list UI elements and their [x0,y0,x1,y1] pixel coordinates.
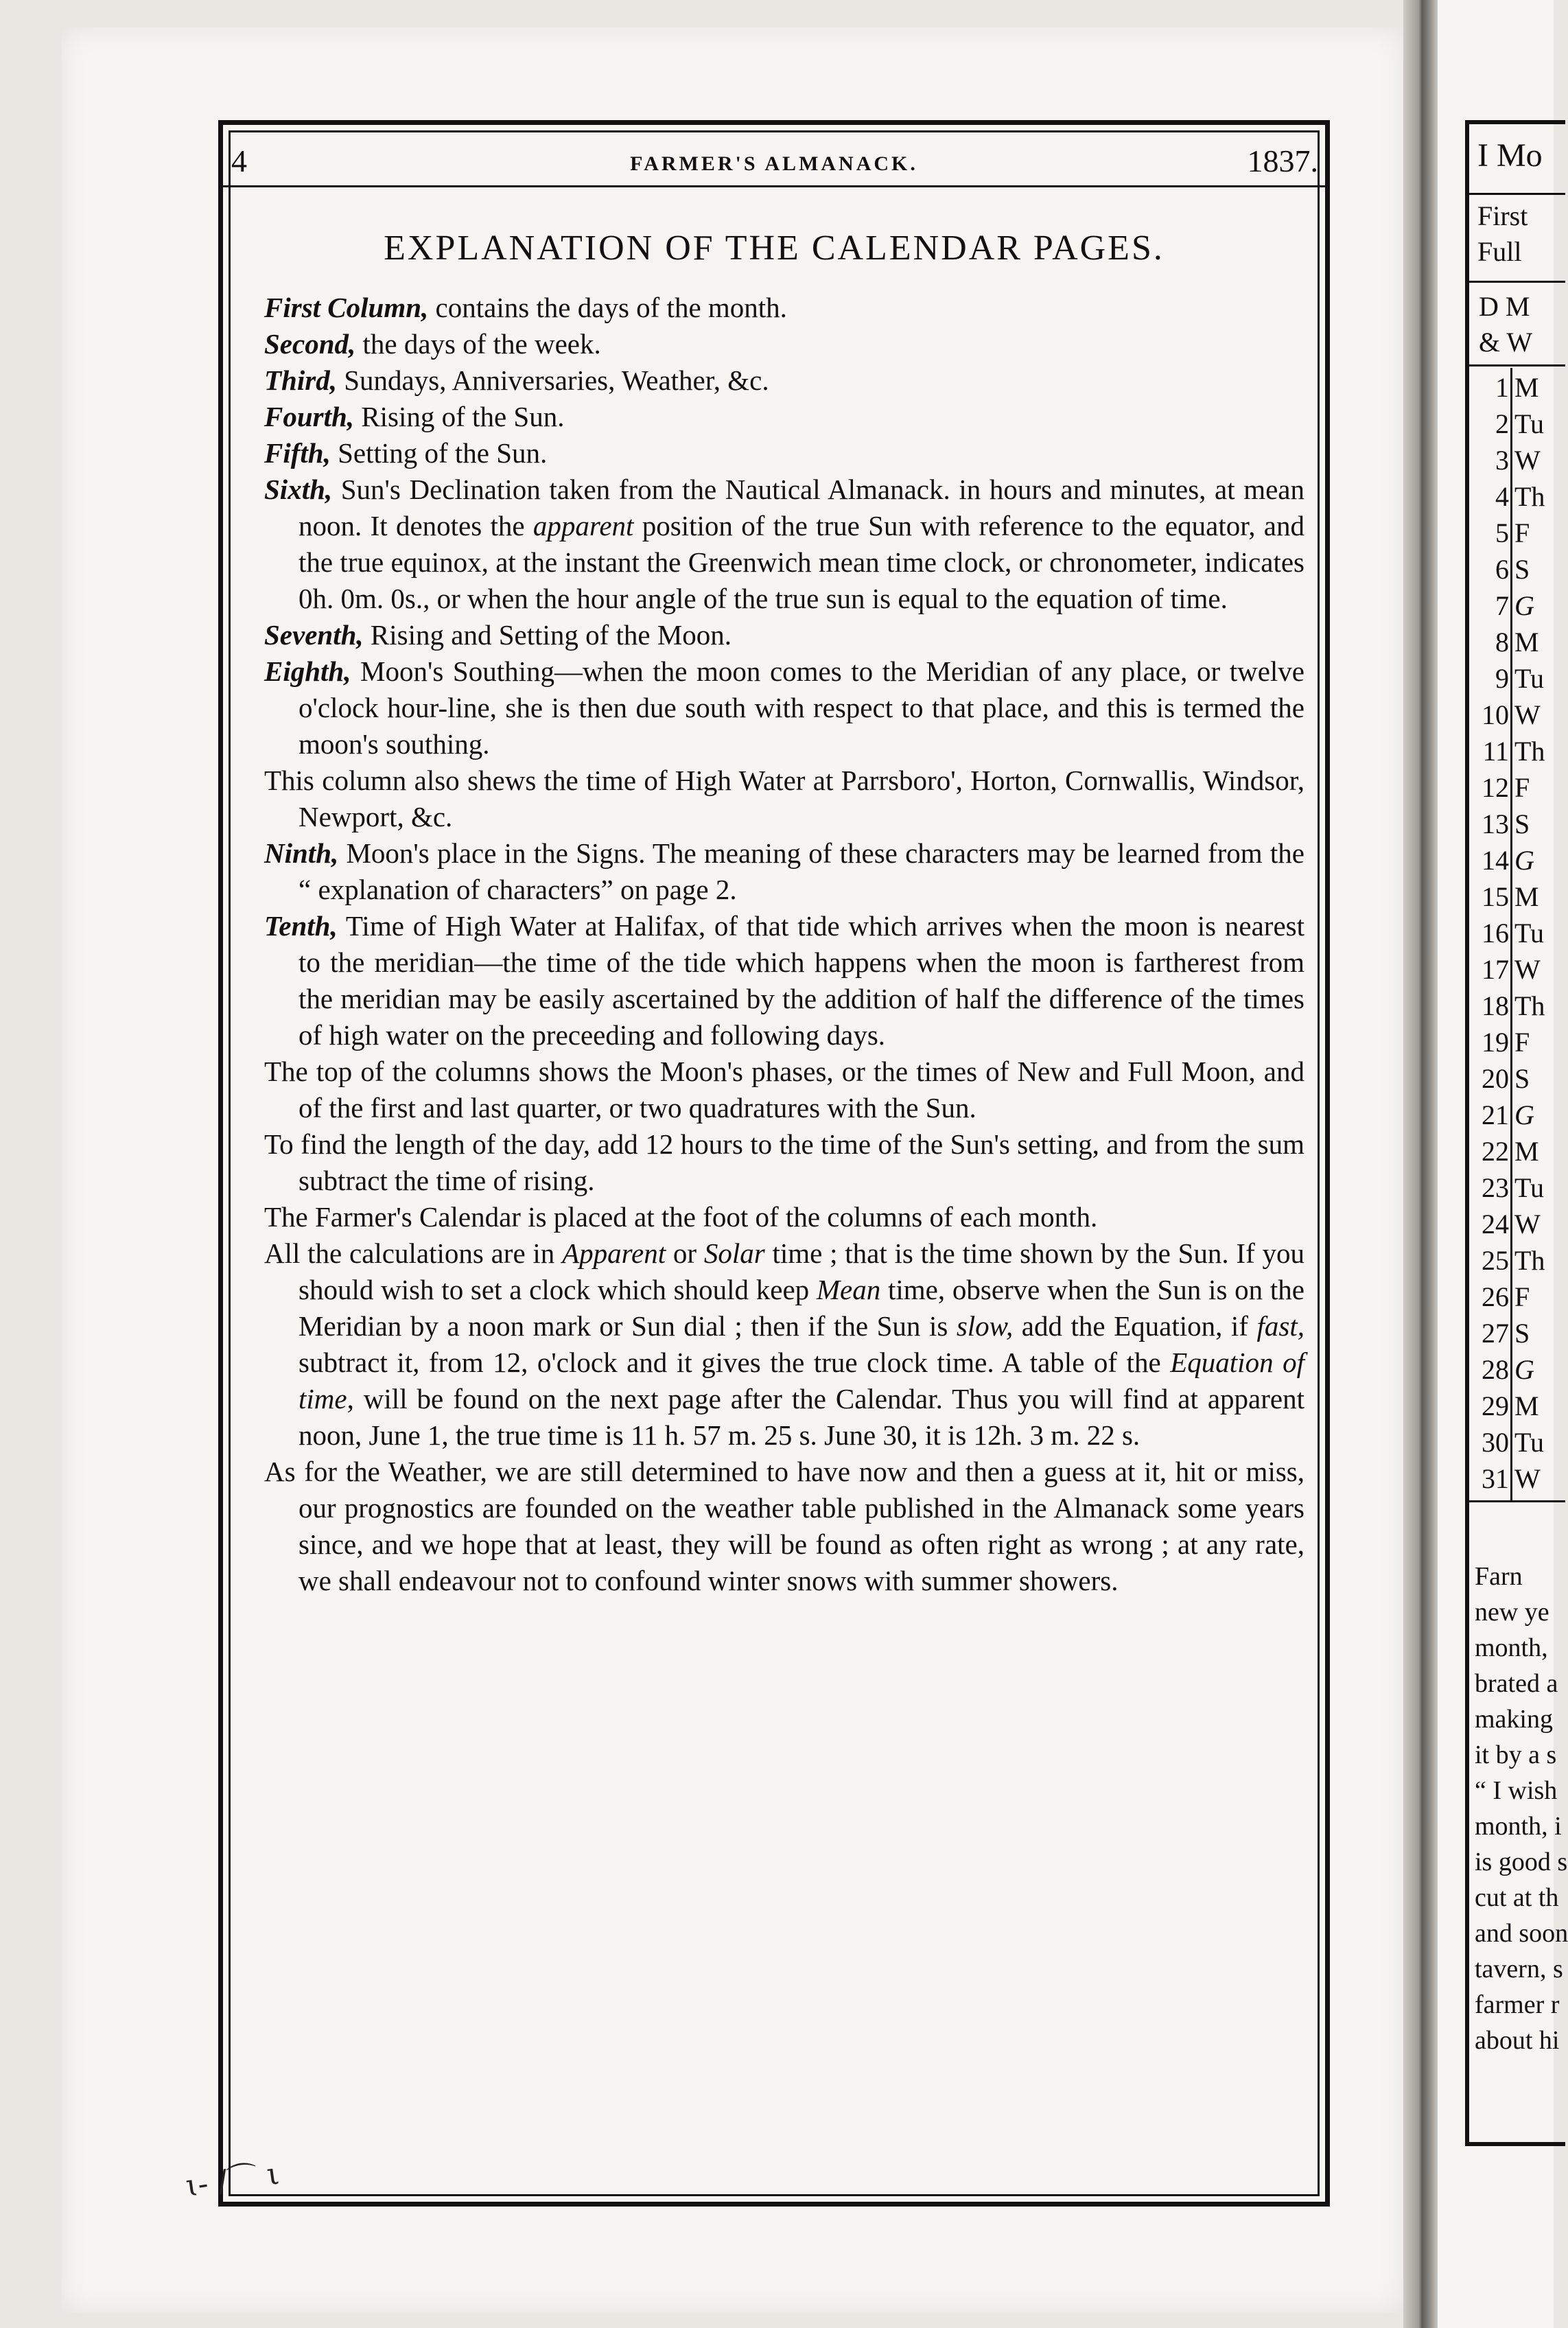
calendar-day-row [1469,1059,1565,1095]
explanation-entry [264,362,1304,399]
entry-text: Rising of the Sun. [354,401,565,432]
day-of-week: Tu [1514,408,1545,439]
day-of-week: Th [1514,481,1545,512]
day-of-week: S [1514,1318,1530,1349]
day-of-month: 4 [1495,481,1509,512]
day-of-week: Th [1514,990,1545,1021]
day-of-month: 26 [1482,1281,1509,1312]
book-gutter [1403,0,1438,2328]
entry-text: the days of the week. [355,328,601,360]
explanation-entry [264,1054,1304,1126]
calendar-day-row [1469,877,1565,913]
header-rule [223,185,1325,187]
calendar-day-row [1469,1459,1565,1495]
day-of-month: 20 [1482,1063,1509,1094]
entry-label: Ninth, [264,837,339,869]
day-of-month: 21 [1482,1099,1509,1130]
explanation-entry [264,326,1304,362]
day-of-week: S [1514,1063,1530,1094]
entry-text: The top of the columns shows the Moon's phases, or the times of New and Full Moon, and of the first and last quarter, or two quadratures with the Sun. [264,1056,1304,1124]
entry-label: Fifth, [264,437,331,469]
calendar-day-row [1469,1350,1565,1386]
day-of-week: M [1514,627,1539,657]
calendar-day-row [1469,1277,1565,1314]
calendar-text-line: cut at th [1475,1883,1559,1912]
farmers-calendar-text [1475,1559,1568,2058]
facing-rule [1469,193,1565,195]
calendar-text-line: farmer r [1475,1990,1560,2019]
calendar-day-row [1469,404,1565,441]
calendar-day-row [1469,1386,1565,1423]
facing-page [1438,0,1568,2328]
day-of-week: Tu [1514,1172,1545,1203]
calendar-day-row [1469,841,1565,877]
calendar-text-line: month, [1475,1633,1548,1662]
day-of-month: 30 [1482,1427,1509,1458]
calendar-day-row [1469,768,1565,804]
entry-italic-term: Solar [703,1237,765,1269]
entry-text: time ; that is the time shown by the Sun. If you should wish to set a clock which should keep [299,1237,1305,1305]
day-of-week: G [1514,1354,1534,1385]
entry-text: The Farmer's Calendar is placed at the foot of the columns of each month. [264,1201,1098,1233]
day-of-month: 22 [1482,1136,1509,1167]
explanation-entry [264,653,1304,763]
entry-italic-term: fast, [1256,1310,1304,1342]
entry-text: This column also shews the time of High Water at Parrsboro', Horton, Cornwallis, Windsor, Newport, &c. [264,765,1304,833]
entry-text: As for the Weather, we are still determined to have now and then a guess at it, hit or miss, our prognostics are founded on the weather table published in the Almanack some years since, and we hope that at least, they will be found as often right as wrong ; at any rate, we shall endeavour not to confound winter snows with summer showers. [264,1456,1304,1596]
day-of-week: W [1514,445,1541,476]
entry-text: add the Equation, if [1013,1310,1257,1342]
calendar-day-row [1469,695,1565,732]
day-of-month: 25 [1482,1245,1509,1276]
entry-text: Sundays, Anniversaries, Weather, &c. [336,364,769,396]
calendar-day-row [1469,622,1565,659]
entry-label: Second, [264,328,356,360]
calendar-text-line: about hi [1475,2026,1560,2055]
explanation-entry [264,472,1304,617]
explanation-entry [264,290,1304,326]
calendar-day-row [1469,586,1565,622]
entry-text: Sun's Declination taken from the Nautical Almanack. in hours and minutes, at mean noon. It denotes the [299,474,1304,542]
calendar-text-line: Farn [1475,1562,1523,1591]
day-of-week: G [1514,845,1534,876]
explanation-entry [264,1454,1304,1599]
day-of-week: F [1514,772,1530,803]
entry-label: First Column, [264,292,429,323]
calendar-day-row [1469,659,1565,695]
day-of-week: S [1514,808,1530,839]
day-of-week: G [1514,590,1534,621]
entry-label: Tenth, [264,910,338,942]
day-of-month: 24 [1482,1209,1509,1239]
entry-text: To find the length of the day, add 12 hours to the time of the Sun's setting, and from the sum subtract the time of rising. [264,1128,1304,1196]
day-of-month: 28 [1482,1354,1509,1385]
day-of-month: 14 [1482,845,1509,876]
entry-text: Moon's Southing—when the moon comes to the Meridian of any place, or twelve o'clock hour-line, she is then due south with respect to that place, and this is termed the moon's southing. [299,655,1304,760]
entry-italic-term: apparent [533,510,634,542]
explanation-entry [264,1235,1304,1454]
calendar-day-row [1469,913,1565,950]
day-of-week: W [1514,954,1541,985]
pencil-marginalia: ɩ- ∕⌒ ι [183,2156,281,2204]
moon-phase-line: First [1477,200,1528,231]
calendar-day-row [1469,477,1565,513]
explanation-entry [264,617,1304,653]
calendar-day-row [1469,1168,1565,1204]
calendar-day-row [1469,368,1565,404]
day-of-month: 3 [1495,445,1509,476]
day-of-week: Tu [1514,918,1545,948]
calendar-day-row [1469,804,1565,841]
calendar-day-row [1469,732,1565,768]
day-of-month: 23 [1482,1172,1509,1203]
entry-label: Sixth, [264,474,333,505]
day-of-month: 5 [1495,517,1509,548]
day-of-week: W [1514,1463,1541,1494]
day-of-week: Th [1514,736,1545,767]
facing-rule [1469,281,1565,283]
calendar-text-line: making [1475,1705,1553,1734]
day-of-week: G [1514,1099,1534,1130]
entry-italic-term: Equation of time [299,1347,1305,1415]
calendar-day-row [1469,1204,1565,1241]
calendar-text-line: and soon [1475,1919,1568,1948]
entry-text: Time of High Water at Halifax, of that tide which arrives when the moon is nearest to the meridian—the time of the tide which happens when the moon is fartherest from the meridian may be easily ascertained by the addition of half the difference of the times of high water on the preceeding and following days. [299,910,1304,1051]
calendar-day-list [1469,368,1565,1495]
day-of-month: 31 [1482,1463,1509,1494]
entry-label: Seventh, [264,619,364,651]
day-of-month: 12 [1482,772,1509,803]
day-of-month: 13 [1482,808,1509,839]
moon-phase-line: Full [1477,236,1522,267]
entry-text: Setting of the Sun. [330,437,548,469]
explanation-entry [264,835,1304,908]
day-of-week: Tu [1514,663,1545,694]
calendar-text-line: new ye [1475,1598,1549,1627]
day-of-week: F [1514,1027,1530,1058]
entry-italic-term: Mean [816,1274,881,1305]
day-of-week: F [1514,1281,1530,1312]
entry-text: time, observe when the Sun is on the Meridian by a noon mark or Sun dial ; then if the Sun is [299,1274,1304,1342]
day-of-month: 29 [1482,1390,1509,1421]
entry-text: All the calculations are in [264,1237,563,1269]
day-of-month: 6 [1495,554,1509,585]
running-head: FARMER'S ALMANACK. [630,152,918,175]
day-of-month: 15 [1482,881,1509,912]
day-of-week: W [1514,699,1541,730]
facing-page-heading: I Mo [1477,137,1543,174]
explanation-body [264,290,1304,1599]
day-of-month: 18 [1482,990,1509,1021]
day-of-week: Th [1514,1245,1545,1276]
facing-page-frame [1465,120,1568,2146]
calendar-day-row [1469,950,1565,986]
entry-label: Fourth, [264,401,355,432]
calendar-day-row [1469,1241,1565,1277]
calendar-day-row [1469,1423,1565,1459]
day-of-month: 7 [1495,590,1509,621]
explanation-entry [264,908,1304,1054]
day-of-week: Tu [1514,1427,1545,1458]
facing-rule [1469,1500,1565,1502]
page-title: EXPLANATION OF THE CALENDAR PAGES. [384,229,1165,268]
day-of-month: 19 [1482,1027,1509,1058]
entry-text: contains the days of the month. [428,292,787,323]
day-of-month: 9 [1495,663,1509,694]
day-of-month: 11 [1482,736,1509,767]
calendar-day-row [1469,550,1565,586]
day-of-week: S [1514,554,1530,585]
explanation-entry [264,763,1304,835]
calendar-day-row [1469,441,1565,477]
calendar-text-line: brated a [1475,1669,1558,1698]
calendar-day-row [1469,1023,1565,1059]
page-frame [218,120,1330,2207]
entry-text: subtract it, from 12, o'clock and it gives the true clock time. A table of the [299,1347,1171,1378]
day-of-week: M [1514,1136,1539,1167]
day-of-week: W [1514,1209,1541,1239]
entry-text: Rising and Setting of the Moon. [363,619,732,651]
day-of-month: 27 [1482,1318,1509,1349]
day-of-month: 17 [1482,954,1509,985]
calendar-text-line: it by a s [1475,1741,1557,1769]
calendar-day-row [1469,1132,1565,1168]
day-of-week: M [1514,881,1539,912]
facing-rule [1469,364,1565,366]
calendar-text-line: tavern, s [1475,1955,1563,1983]
explanation-entry [264,435,1304,472]
entry-label: Third, [264,364,337,396]
day-of-week: F [1514,517,1530,548]
day-of-month: 16 [1482,918,1509,948]
entry-text: , will be found on the next page after the Calendar. Thus you will find at apparent noon, June 1, the true time is 11 h. 57 m. 25 s. June 30, it is 12h. 3 m. 22 s. [299,1383,1304,1451]
entry-label: Eighth, [264,655,351,687]
entry-italic-term: Apparent [562,1237,666,1269]
calendar-column-heads [1479,289,1532,360]
day-of-month: 2 [1495,408,1509,439]
calendar-day-row [1469,513,1565,550]
column-head: D M [1479,291,1530,322]
entry-text: or [666,1237,704,1269]
entry-text: position of the true Sun with reference to the equator, and the true equinox, at the instant the Greenwich mean time clock, or chronometer, indicates 0h. 0m. 0s., or when the hour angle of the true sun is equal to the equation of time. [299,510,1304,614]
calendar-day-row [1469,986,1565,1023]
explanation-entry [264,1126,1304,1199]
explanation-entry [264,399,1304,435]
calendar-text-line: is good s [1475,1848,1568,1876]
calendar-day-row [1469,1095,1565,1132]
entry-italic-term: slow, [956,1310,1014,1342]
column-head: & W [1479,327,1533,358]
calendar-day-row [1469,1314,1565,1350]
day-of-week: M [1514,1390,1539,1421]
day-of-month: 10 [1482,699,1509,730]
almanack-year: 1837. [1247,143,1318,178]
explanation-entry [264,1199,1304,1235]
day-of-month: 8 [1495,627,1509,657]
running-header [231,143,1318,184]
moon-phase-lines [1477,198,1528,270]
entry-text: Moon's place in the Signs. The meaning of these characters may be learned from the “ explanation of characters” on page 2. [299,837,1304,905]
page-number: 4 [231,143,247,178]
day-of-week: M [1514,372,1539,403]
calendar-text-line: month, i [1475,1812,1562,1841]
day-of-month: 1 [1495,372,1509,403]
calendar-text-line: “ I wish [1475,1776,1558,1805]
